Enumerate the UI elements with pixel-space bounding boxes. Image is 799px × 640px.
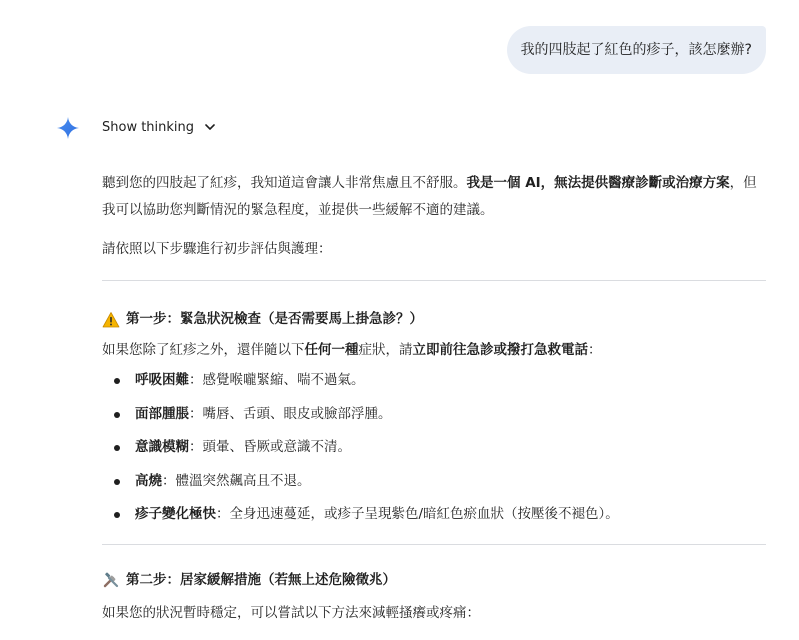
show-thinking-toggle[interactable] (102, 117, 216, 137)
user-message-bubble (507, 26, 766, 74)
warning-icon (102, 311, 120, 329)
step1-lead-text-3: ： (588, 342, 602, 358)
list-item (102, 498, 766, 532)
symptom-desc: ：頭暈、昏厥或意識不清。 (189, 439, 351, 455)
symptom-desc: ：全身迅速蔓延，或疹子呈現紫色/暗紅色瘀血狀（按壓後不褪色）。 (216, 506, 619, 522)
symptom-term: 高燒 (135, 472, 162, 489)
chevron-down-icon (204, 121, 216, 133)
list-item (102, 465, 766, 499)
symptom-list (102, 364, 766, 532)
symptom-desc: ：感覺喉嚨緊縮、喘不過氣。 (189, 372, 365, 388)
show-thinking-label: Show thinking (102, 119, 195, 135)
step1-lead (102, 337, 766, 364)
symptom-term: 意識模糊 (135, 439, 189, 455)
step2-heading (102, 567, 766, 594)
list-item (102, 364, 766, 398)
intro-disclaimer: 我是一個 AI，無法提供醫療診斷或治療方案 (466, 175, 730, 191)
symptom-term: 呼吸困難 (135, 372, 189, 388)
symptom-desc: ：體溫突然飆高且不退。 (162, 472, 311, 489)
step1-heading-text: 第一步：緊急狀況檢查（是否需要馬上掛急診？） (126, 311, 423, 327)
assistant-response (102, 170, 766, 627)
intro-text-1: 聽到您的四肢起了紅疹，我知道這會讓人非常焦慮且不舒服。 (102, 175, 467, 191)
step2-lead: 如果您的狀況暫時穩定，可以嘗試以下方法來減輕搔癢或疼痛： (102, 604, 480, 621)
symptom-term: 面部腫脹 (135, 405, 189, 422)
user-message-text: 我的四肢起了紅色的疹子，該怎麼辦? (520, 42, 752, 58)
intro-paragraph (102, 170, 766, 224)
list-item (102, 431, 766, 465)
tools-icon (102, 571, 120, 589)
step1-lead-bold-1: 任何一種 (304, 342, 359, 358)
gemini-spark-icon (56, 116, 80, 140)
steps-intro: 請依照以下步驟進行初步評估與護理： (102, 241, 332, 257)
step1-lead-text-1: 如果您除了紅疹之外，還伴隨以下 (102, 342, 305, 358)
step2-heading-text: 第二步：居家緩解措施（若無上述危險徵兆） (126, 571, 396, 588)
symptom-term: 疹子變化極快 (135, 506, 216, 522)
step1-lead-text-2: 症狀，請 (358, 342, 413, 358)
step1-heading (102, 306, 766, 333)
symptom-desc: ：嘴唇、舌頭、眼皮或臉部浮腫。 (189, 405, 392, 422)
intro-text-2: ，但我可以協助您判斷情況的緊急程度，並提供一些緩解不適的建議。 (102, 175, 757, 218)
list-item (102, 398, 766, 432)
step1-lead-bold-2: 立即前往急診或撥打急救電話 (412, 342, 588, 358)
